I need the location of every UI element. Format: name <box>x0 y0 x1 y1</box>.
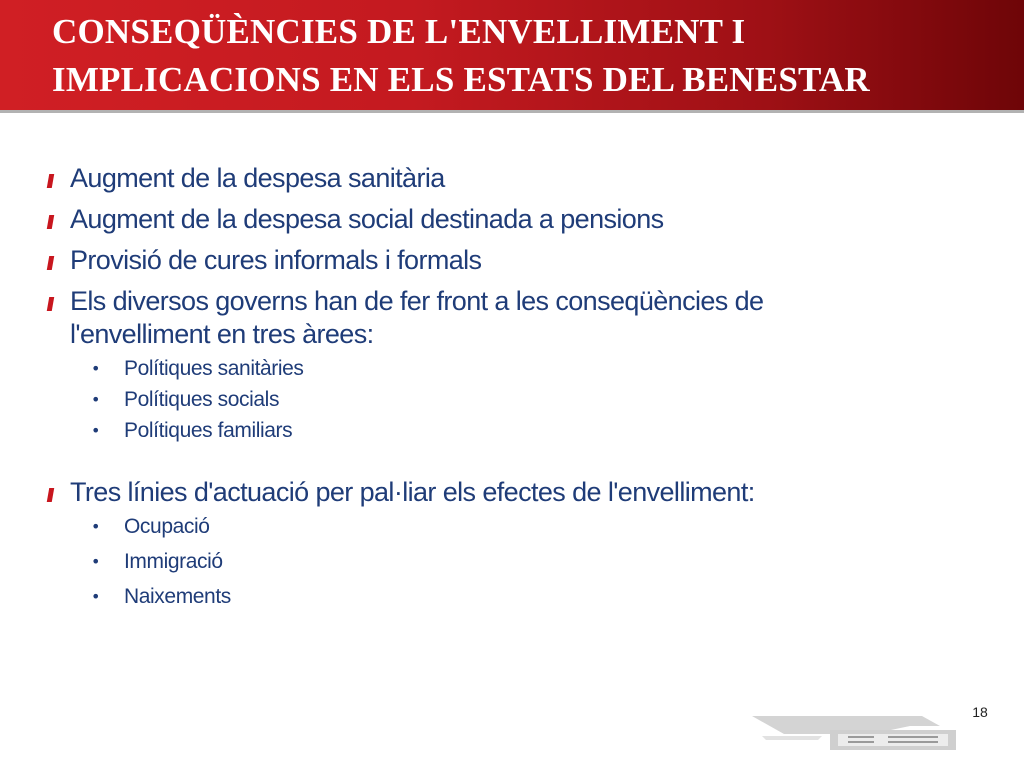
bullet-item: Provisió de cures informals i formals <box>70 245 482 275</box>
sub-bullet-item: Polítiques sanitàries <box>124 357 304 380</box>
sub-bullet-dot-icon: • <box>91 587 101 606</box>
logo-icon <box>752 712 960 752</box>
bullet-marker-icon <box>47 215 54 229</box>
sub-bullet-item: Polítiques socials <box>124 388 280 411</box>
bullet-item: Tres línies d'actuació per pal·liar els efectes de l'envelliment: <box>70 477 755 507</box>
bullet-item: Augment de la despesa sanitària <box>70 163 445 193</box>
bullet-marker-icon <box>47 256 54 270</box>
sub-bullet-dot-icon: • <box>91 390 101 409</box>
sub-bullet-dot-icon: • <box>91 359 101 378</box>
sub-bullet-item: Ocupació <box>124 515 210 538</box>
sub-bullet-dot-icon: • <box>91 552 101 571</box>
page-number: 18 <box>972 704 988 720</box>
bullet-marker-icon <box>47 174 54 188</box>
sub-bullet-dot-icon: • <box>91 517 101 536</box>
bullet-marker-icon <box>47 488 54 502</box>
sub-bullet-item: Polítiques familiars <box>124 419 293 442</box>
sub-bullet-item: Immigració <box>124 550 223 573</box>
sub-bullet-dot-icon: • <box>91 421 101 440</box>
slide-title: CONSEQÜÈNCIES DE L'ENVELLIMENT I IMPLICACIONS EN ELS ESTATS DEL BENESTAR <box>52 12 870 99</box>
bullet-marker-icon <box>47 297 54 311</box>
sub-bullet-item: Naixements <box>124 585 231 608</box>
bullet-item: Augment de la despesa social destinada a pensions <box>70 204 664 234</box>
bullet-item: Els diversos governs han de fer front a les conseqüències de l'envelliment en tres àrees: <box>70 286 764 349</box>
